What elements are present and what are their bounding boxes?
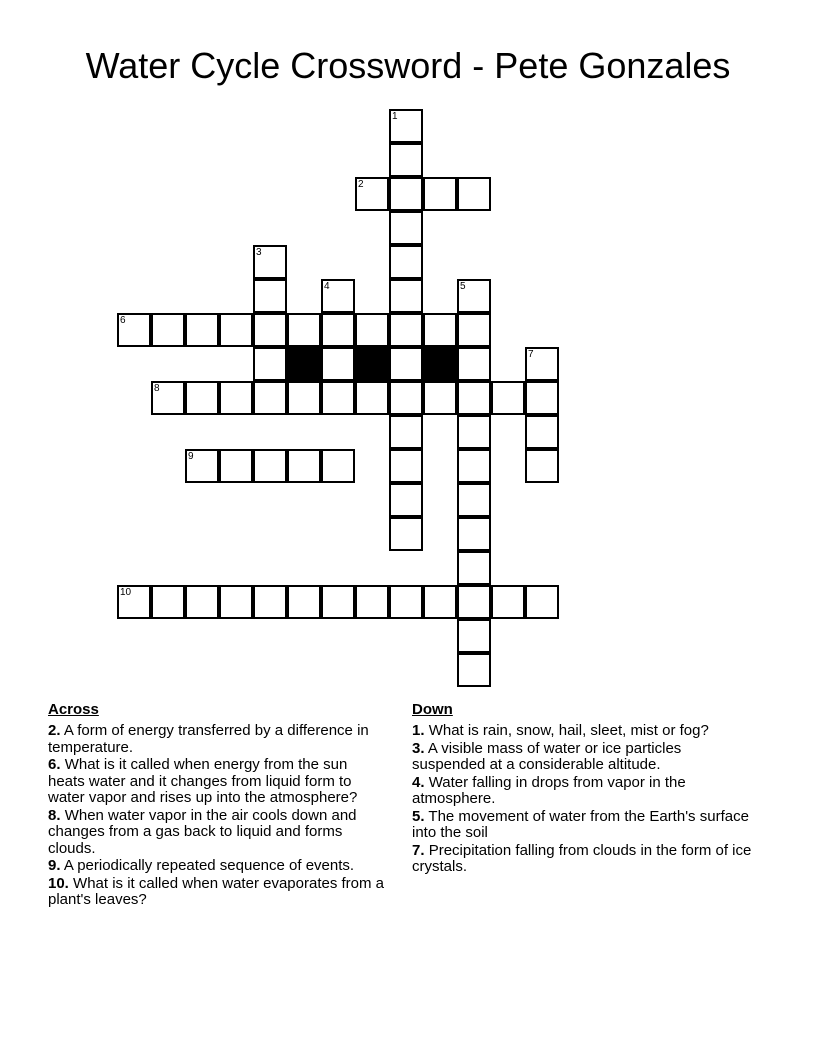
clue-number: 4. — [412, 773, 425, 791]
grid-cell[interactable] — [525, 415, 559, 449]
grid-cell[interactable] — [457, 381, 491, 415]
grid-cell[interactable] — [457, 517, 491, 551]
down-clues — [412, 701, 752, 877]
clue-text: Water falling in drops from vapor in the atmosphere. — [412, 773, 686, 807]
grid-cell[interactable] — [321, 279, 355, 313]
down-clue-5 — [412, 809, 752, 842]
grid-cell[interactable] — [253, 381, 287, 415]
grid-cell[interactable] — [219, 449, 253, 483]
grid-cell[interactable] — [423, 585, 457, 619]
grid-cell[interactable] — [355, 177, 389, 211]
grid-cell[interactable] — [321, 449, 355, 483]
grid-cell[interactable] — [355, 313, 389, 347]
grid-cell[interactable] — [389, 585, 423, 619]
page-title: Water Cycle Crossword - Pete Gonzales — [85, 45, 731, 86]
grid-cell[interactable] — [185, 449, 219, 483]
grid-cell[interactable] — [389, 347, 423, 381]
grid-cell[interactable] — [457, 653, 491, 687]
down-clue-3 — [412, 741, 752, 774]
grid-cell[interactable] — [457, 551, 491, 585]
grid-cell[interactable] — [117, 313, 151, 347]
grid-cell[interactable] — [457, 313, 491, 347]
grid-cell[interactable] — [457, 449, 491, 483]
clue-text: What is rain, snow, hail, sleet, mist or fog? — [428, 722, 709, 739]
grid-cell[interactable] — [151, 381, 185, 415]
grid-cell[interactable] — [525, 381, 559, 415]
grid-cell[interactable] — [321, 347, 355, 381]
grid-block-cell — [355, 347, 389, 381]
grid-cell[interactable] — [423, 381, 457, 415]
grid-cell[interactable] — [389, 313, 423, 347]
cell-number: 4 — [324, 281, 330, 292]
grid-cell[interactable] — [219, 381, 253, 415]
across-clue-9 — [48, 858, 388, 875]
grid-cell[interactable] — [355, 381, 389, 415]
grid-cell[interactable] — [389, 449, 423, 483]
across-clue-6 — [48, 757, 388, 807]
across-clue-2 — [48, 723, 388, 756]
grid-cell[interactable] — [525, 449, 559, 483]
grid-cell[interactable] — [253, 245, 287, 279]
grid-cell[interactable] — [389, 245, 423, 279]
grid-cell[interactable] — [219, 313, 253, 347]
grid-cell[interactable] — [253, 313, 287, 347]
cell-number: 3 — [256, 247, 262, 258]
cell-number: 10 — [120, 587, 132, 598]
grid-cell[interactable] — [423, 177, 457, 211]
grid-cell[interactable] — [151, 313, 185, 347]
grid-cell[interactable] — [185, 585, 219, 619]
clue-text: What is it called when energy from the sun heats water and it changes from liquid form to water vapor and rises up into the atmosphere? — [48, 756, 358, 806]
clue-number: 3. — [412, 739, 425, 757]
clue-number: 9. — [48, 857, 61, 874]
cell-number: 5 — [460, 281, 466, 292]
grid-cell[interactable] — [117, 585, 151, 619]
across-clues — [48, 701, 388, 910]
grid-cell[interactable] — [321, 585, 355, 619]
grid-cell[interactable] — [389, 415, 423, 449]
grid-cell[interactable] — [389, 211, 423, 245]
grid-cell[interactable] — [525, 347, 559, 381]
grid-cell[interactable] — [457, 177, 491, 211]
grid-cell[interactable] — [389, 177, 423, 211]
cell-number: 1 — [392, 111, 398, 122]
down-clue-4 — [412, 775, 752, 808]
across-clue-8 — [48, 808, 388, 858]
across-heading: Across — [48, 701, 99, 718]
grid-cell[interactable] — [321, 381, 355, 415]
grid-cell[interactable] — [491, 381, 525, 415]
clue-text: The movement of water from the Earth's surface into the soil — [412, 807, 749, 841]
grid-cell[interactable] — [457, 585, 491, 619]
clue-number: 2. — [48, 722, 61, 739]
clue-number: 8. — [48, 806, 61, 824]
grid-block-cell — [423, 347, 457, 381]
clue-text: A visible mass of water or ice particles suspended at a considerable altitude. — [412, 739, 682, 773]
grid-cell[interactable] — [321, 313, 355, 347]
grid-cell[interactable] — [423, 313, 457, 347]
grid-cell[interactable] — [389, 109, 423, 143]
clue-number: 6. — [48, 756, 61, 773]
cell-number: 8 — [154, 383, 160, 394]
clue-number: 10. — [48, 874, 69, 892]
grid-cell[interactable] — [457, 347, 491, 381]
clue-number: 1. — [412, 722, 425, 739]
grid-block-cell — [287, 347, 321, 381]
down-clue-1 — [412, 723, 752, 740]
grid-cell[interactable] — [287, 585, 321, 619]
grid-cell[interactable] — [219, 585, 253, 619]
grid-cell[interactable] — [253, 585, 287, 619]
grid-cell[interactable] — [185, 381, 219, 415]
clue-number: 7. — [412, 841, 425, 859]
clue-text: When water vapor in the air cools down and changes from a gas back to liquid and forms clouds. — [48, 806, 357, 857]
grid-cell[interactable] — [287, 381, 321, 415]
grid-cell[interactable] — [457, 483, 491, 517]
grid-cell[interactable] — [491, 585, 525, 619]
grid-cell[interactable] — [457, 279, 491, 313]
grid-cell[interactable] — [287, 449, 321, 483]
cell-number: 2 — [358, 179, 364, 190]
clue-number: 5. — [412, 807, 425, 825]
grid-cell[interactable] — [253, 279, 287, 313]
grid-cell[interactable] — [525, 585, 559, 619]
grid-cell[interactable] — [185, 313, 219, 347]
grid-cell[interactable] — [389, 143, 423, 177]
clue-text: Precipitation falling from clouds in the form of ice crystals. — [412, 841, 752, 875]
grid-cell[interactable] — [253, 449, 287, 483]
down-clue-7 — [412, 843, 752, 876]
grid-cell[interactable] — [151, 585, 185, 619]
clue-text: A form of energy transferred by a difference in temperature. — [48, 722, 369, 756]
grid-cell[interactable] — [389, 483, 423, 517]
down-heading: Down — [412, 701, 453, 718]
grid-cell[interactable] — [457, 415, 491, 449]
grid-cell[interactable] — [389, 279, 423, 313]
clue-text: A periodically repeated sequence of events. — [63, 857, 355, 874]
grid-cell[interactable] — [287, 313, 321, 347]
cell-number: 9 — [188, 451, 194, 462]
grid-cell[interactable] — [355, 585, 389, 619]
grid-cell[interactable] — [457, 619, 491, 653]
grid-cell[interactable] — [389, 517, 423, 551]
grid-cell[interactable] — [389, 381, 423, 415]
cell-number: 6 — [120, 315, 126, 326]
clue-text: What is it called when water evaporates from a plant's leaves? — [48, 874, 385, 908]
across-clue-10 — [48, 876, 388, 909]
cell-number: 7 — [528, 349, 534, 360]
grid-cell[interactable] — [253, 347, 287, 381]
